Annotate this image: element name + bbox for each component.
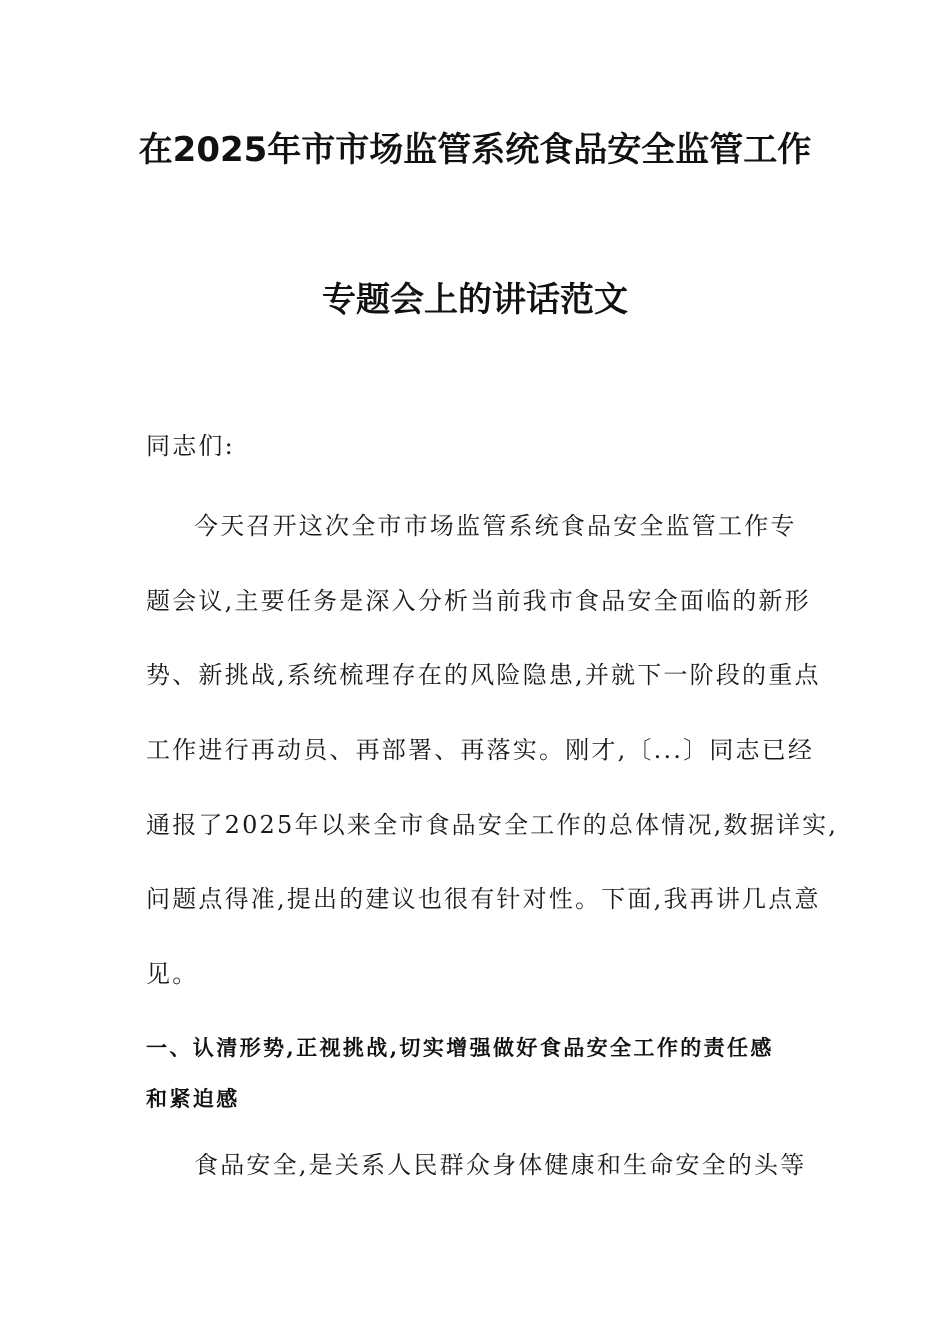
document-title-line-1: 在2025年市市场监管系统食品安全监管工作: [138, 130, 812, 170]
section-1-heading-line: 和紧迫感: [146, 1086, 240, 1111]
document-title-line-2: 专题会上的讲话范文: [322, 280, 628, 320]
salutation: 同志们:: [146, 432, 235, 460]
paragraph-1-line: 题会议,主要任务是深入分析当前我市食品安全面临的新形: [146, 587, 811, 615]
paragraph-1-line: 问题点得准,提出的建议也很有针对性。下面,我再讲几点意: [146, 885, 821, 913]
paragraph-1-line: 见。: [146, 960, 199, 988]
paragraph-1-line: 今天召开这次全市市场监管系统食品安全监管工作专: [194, 512, 797, 540]
paragraph-1-line: 势、新挑战,系统梳理存在的风险隐患,并就下一阶段的重点: [146, 661, 821, 689]
paragraph-1-line: 通报了2025年以来全市食品安全工作的总体情况,数据详实,: [146, 811, 839, 839]
section-1-heading-line: 一、认清形势,正视挑战,切实增强做好食品安全工作的责任感: [146, 1035, 774, 1060]
paragraph-1-line: 工作进行再动员、再部署、再落实。刚才,〔...〕同志已经: [146, 736, 815, 764]
paragraph-2-line: 食品安全,是关系人民群众身体健康和生命安全的头等: [194, 1151, 807, 1179]
